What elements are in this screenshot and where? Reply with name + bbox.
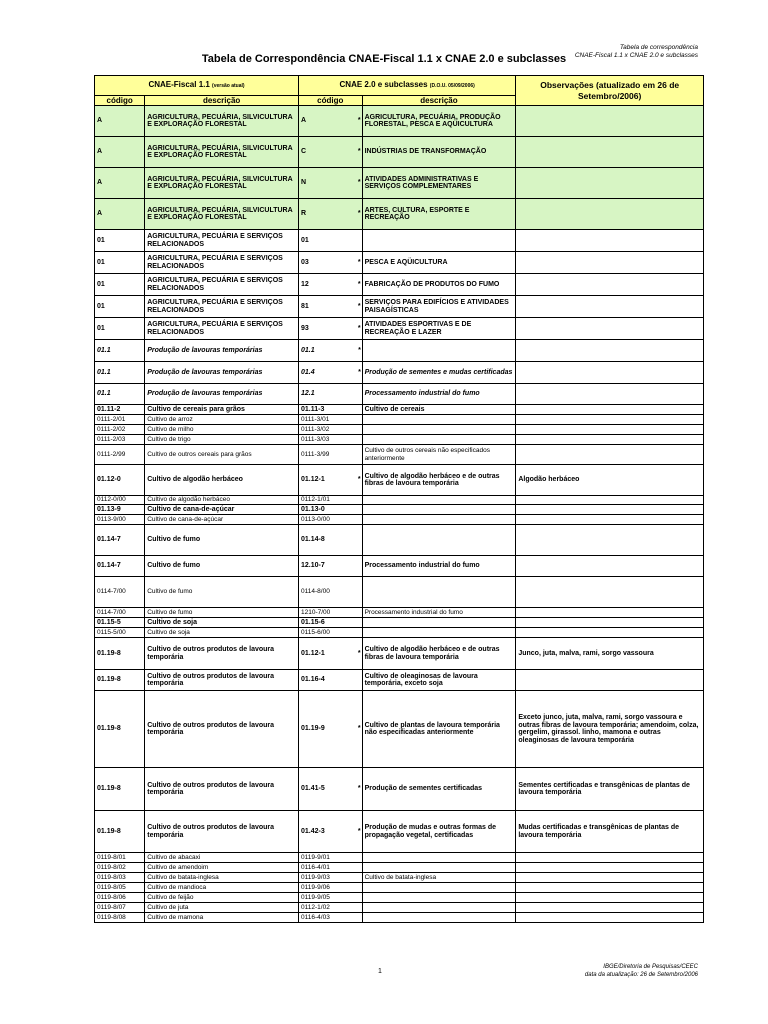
cnae-fiscal-description: Cultivo de fumo — [145, 577, 299, 608]
cnae20-description — [362, 853, 516, 863]
cnae-fiscal-description: Cultivo de trigo — [145, 435, 299, 445]
cnae-fiscal-description: Produção de lavouras temporárias — [145, 384, 299, 405]
cnae-fiscal-code: 01.19-8 — [95, 811, 145, 853]
observation — [516, 670, 704, 691]
cnae20-description — [362, 618, 516, 628]
table-row — [95, 670, 704, 691]
cnae20-code: 0114-8/00 — [299, 577, 356, 608]
table-row — [95, 505, 704, 515]
observation — [516, 168, 704, 199]
cnae-fiscal-description: Cultivo de outros produtos de lavoura temporária — [145, 670, 299, 691]
observation — [516, 384, 704, 405]
table-header-row — [95, 76, 704, 96]
cnae20-description — [362, 883, 516, 893]
asterisk-marker: * — [356, 168, 362, 199]
asterisk-marker: * — [356, 638, 362, 670]
cnae-fiscal-code: 0115-5/00 — [95, 628, 145, 638]
observation — [516, 863, 704, 873]
cnae20-description — [362, 415, 516, 425]
observation — [516, 230, 704, 252]
cnae-fiscal-description: Cultivo de mandioca — [145, 883, 299, 893]
cnae20-title: CNAE 2.0 e subclasses — [339, 79, 428, 89]
cnae20-description — [362, 525, 516, 556]
table-row — [95, 768, 704, 811]
cnae-fiscal-description: Cultivo de cana-de-açúcar — [145, 515, 299, 525]
cnae20-description — [362, 505, 516, 515]
observation — [516, 252, 704, 274]
cnae-fiscal-description: Cultivo de mamona — [145, 913, 299, 923]
cnae20-description: Processamento industrial do fumo — [362, 384, 516, 405]
table-row — [95, 137, 704, 168]
cnae20-code: 0111-3/03 — [299, 435, 356, 445]
cnae20-description: Processamento industrial do fumo — [362, 556, 516, 577]
cnae-fiscal-code: 0119-8/05 — [95, 883, 145, 893]
cnae-fiscal-description: Cultivo de arroz — [145, 415, 299, 425]
asterisk-marker: * — [356, 318, 362, 340]
cnae-fiscal-code: 01 — [95, 274, 145, 296]
col-codigo-header: código — [95, 96, 145, 106]
observation — [516, 137, 704, 168]
table-row — [95, 445, 704, 465]
cnae-fiscal-description: Cultivo de feijão — [145, 893, 299, 903]
cnae20-code: 01.1 — [299, 340, 356, 362]
cnae20-code: R — [299, 199, 356, 230]
cnae-fiscal-description: Cultivo de cereais para grãos — [145, 405, 299, 415]
cnae20-code: 01.15-6 — [299, 618, 356, 628]
cnae20-description: Cultivo de oleaginosas de lavoura temporária, exceto soja — [362, 670, 516, 691]
correspondence-table — [94, 75, 704, 923]
page-number: 1 — [378, 968, 382, 975]
cnae20-description: PESCA E AQÜICULTURA — [362, 252, 516, 274]
table-row — [95, 913, 704, 923]
table-row — [95, 883, 704, 893]
cnae20-code: 0113-0/00 — [299, 515, 356, 525]
cnae20-code: 01.19-9 — [299, 691, 356, 768]
table-row — [95, 525, 704, 556]
cnae-fiscal-description: AGRICULTURA, PECUÁRIA E SERVIÇOS RELACIONADOS — [145, 296, 299, 318]
cnae20-code: 0119-9/06 — [299, 883, 356, 893]
cnae20-description: INDÚSTRIAS DE TRANSFORMAÇÃO — [362, 137, 516, 168]
cnae20-code: 01.41-5 — [299, 768, 356, 811]
cnae-fiscal-description: Cultivo de juta — [145, 903, 299, 913]
table-row — [95, 496, 704, 505]
cnae-fiscal-code: 0111-2/03 — [95, 435, 145, 445]
observation: Algodão herbáceo — [516, 465, 704, 496]
cnae20-code: A — [299, 106, 356, 137]
cnae-fiscal-description: Cultivo de algodão herbáceo — [145, 465, 299, 496]
observation — [516, 199, 704, 230]
cnae-fiscal-code: 01.19-8 — [95, 768, 145, 811]
cnae20-code: 01.14-8 — [299, 525, 356, 556]
cnae20-description: Cultivo de algodão herbáceo e de outras fibras de lavoura temporária — [362, 638, 516, 670]
observation — [516, 318, 704, 340]
cnae-fiscal-description: Cultivo de fumo — [145, 556, 299, 577]
cnae20-code: 01 — [299, 230, 356, 252]
observation: Mudas certificadas e transgênicas de plantas de lavoura temporária — [516, 811, 704, 853]
observation — [516, 525, 704, 556]
cnae20-code: 12.1 — [299, 384, 356, 405]
document-footer — [585, 963, 698, 979]
table-row — [95, 873, 704, 883]
observation — [516, 106, 704, 137]
cnae-fiscal-code: 01 — [95, 318, 145, 340]
asterisk-marker: * — [356, 296, 362, 318]
cnae-fiscal-code: 01.13-9 — [95, 505, 145, 515]
observation — [516, 873, 704, 883]
cnae-fiscal-code: 0119-8/07 — [95, 903, 145, 913]
table-row — [95, 252, 704, 274]
cnae20-code: N — [299, 168, 356, 199]
cnae-fiscal-code: A — [95, 199, 145, 230]
cnae20-description: AGRICULTURA, PECUÁRIA, PRODUÇÃO FLORESTAL, PESCA E AQÜICULTURA — [362, 106, 516, 137]
cnae-fiscal-description: AGRICULTURA, PECUÁRIA E SERVIÇOS RELACIONADOS — [145, 230, 299, 252]
cnae20-description: Produção de sementes e mudas certificadas — [362, 362, 516, 384]
cnae20-code: 01.16-4 — [299, 670, 356, 691]
cnae20-code: 01.12-1 — [299, 638, 356, 670]
table-row — [95, 811, 704, 853]
table-row — [95, 638, 704, 670]
table-row — [95, 465, 704, 496]
cnae20-description — [362, 903, 516, 913]
cnae20-description — [362, 230, 516, 252]
asterisk-marker: * — [356, 199, 362, 230]
cnae-fiscal-code: 0114-7/00 — [95, 577, 145, 608]
cnae-fiscal-description: Cultivo de outros produtos de lavoura temporária — [145, 768, 299, 811]
cnae20-code: 0116-4/01 — [299, 863, 356, 873]
cnae20-code: 03 — [299, 252, 356, 274]
cnae20-code: 01.42-3 — [299, 811, 356, 853]
cnae20-description — [362, 340, 516, 362]
cnae20-code: 01.13-0 — [299, 505, 356, 515]
cnae20-code: 0115-6/00 — [299, 628, 356, 638]
cnae-fiscal-title: CNAE-Fiscal 1.1 — [148, 79, 210, 89]
table-row — [95, 274, 704, 296]
observation — [516, 608, 704, 618]
cnae20-description: ATIVIDADES ADMINISTRATIVAS E SERVIÇOS COMPLEMENTARES — [362, 168, 516, 199]
cnae20-description: SERVIÇOS PARA EDIFÍCIOS E ATIVIDADES PAISAGÍSTICAS — [362, 296, 516, 318]
col-descricao-header: descrição — [145, 96, 299, 106]
cnae-fiscal-code: 0114-7/00 — [95, 608, 145, 618]
cnae-fiscal-code: 01.1 — [95, 362, 145, 384]
cnae-fiscal-description: AGRICULTURA, PECUÁRIA E SERVIÇOS RELACIONADOS — [145, 318, 299, 340]
cnae-fiscal-code: A — [95, 106, 145, 137]
footer-org: IBGE/Diretoria de Pesquisas/CEEC — [603, 964, 698, 970]
cnae20-code: 0111-3/01 — [299, 415, 356, 425]
cnae-fiscal-code: 0119-8/03 — [95, 873, 145, 883]
observation — [516, 903, 704, 913]
cnae-fiscal-code: 01.19-8 — [95, 670, 145, 691]
cnae20-description — [362, 515, 516, 525]
cnae-fiscal-code: 01 — [95, 252, 145, 274]
table-row — [95, 106, 704, 137]
cnae-fiscal-description: Cultivo de outros produtos de lavoura temporária — [145, 691, 299, 768]
asterisk-marker: * — [356, 340, 362, 362]
observation — [516, 577, 704, 608]
cnae-fiscal-code: 0111-2/99 — [95, 445, 145, 465]
cnae20-code: 1210-7/00 — [299, 608, 356, 618]
observation — [516, 445, 704, 465]
cnae20-code: 0111-3/99 — [299, 445, 356, 465]
observation: Junco, juta, malva, rami, sorgo vassoura — [516, 638, 704, 670]
cnae-fiscal-description: Cultivo de outros cereais para grãos — [145, 445, 299, 465]
cnae20-description: Cultivo de cereais — [362, 405, 516, 415]
cnae20-description — [362, 863, 516, 873]
cnae20-code: 01.4 — [299, 362, 356, 384]
table-row — [95, 628, 704, 638]
cnae-fiscal-description: Cultivo de algodão herbáceo — [145, 496, 299, 505]
page-title: Tabela de Correspondência CNAE-Fiscal 1.1 x CNAE 2.0 e subclasses — [201, 53, 567, 65]
cnae20-code: 12.10-7 — [299, 556, 356, 577]
cnae-fiscal-description: Cultivo de outros produtos de lavoura temporária — [145, 638, 299, 670]
cnae-fiscal-code: 01.14-7 — [95, 525, 145, 556]
cnae-fiscal-description: Cultivo de amendoim — [145, 863, 299, 873]
cnae-fiscal-description: AGRICULTURA, PECUÁRIA E SERVIÇOS RELACIONADOS — [145, 274, 299, 296]
cnae20-description — [362, 496, 516, 505]
cnae-fiscal-description: AGRICULTURA, PECUÁRIA, SILVICULTURA E EXPLORAÇÃO FLORESTAL — [145, 199, 299, 230]
table-row — [95, 384, 704, 405]
table-row — [95, 691, 704, 768]
cnae20-code: 0116-4/03 — [299, 913, 356, 923]
cnae20-code: 01.12-1 — [299, 465, 356, 496]
cnae20-description: Processamento industrial do fumo — [362, 608, 516, 618]
cnae-fiscal-code: A — [95, 168, 145, 199]
asterisk-marker: * — [356, 811, 362, 853]
table-row — [95, 425, 704, 435]
table-row — [95, 515, 704, 525]
cnae-fiscal-description: Produção de lavouras temporárias — [145, 362, 299, 384]
cnae-fiscal-code: 01.1 — [95, 384, 145, 405]
observation: Sementes certificadas e transgênicas de plantas de lavoura temporária — [516, 768, 704, 811]
cnae-fiscal-code: 0112-0/00 — [95, 496, 145, 505]
cnae20-description — [362, 893, 516, 903]
table-row — [95, 318, 704, 340]
table-row — [95, 340, 704, 362]
table-row — [95, 618, 704, 628]
cnae20-description: Cultivo de outros cereais não especificados anteriormente — [362, 445, 516, 465]
asterisk-marker: * — [356, 106, 362, 137]
cnae-fiscal-header — [95, 76, 299, 96]
observation — [516, 515, 704, 525]
observation — [516, 496, 704, 505]
cnae20-code: 12 — [299, 274, 356, 296]
cnae20-description — [362, 577, 516, 608]
cnae-fiscal-code: 0119-8/01 — [95, 853, 145, 863]
cnae-fiscal-code: 0119-8/06 — [95, 893, 145, 903]
col-descricao2-header: descrição — [362, 96, 516, 106]
table-row — [95, 362, 704, 384]
observation — [516, 296, 704, 318]
asterisk-marker: * — [356, 252, 362, 274]
cnae-fiscal-description: Cultivo de fumo — [145, 608, 299, 618]
table-row — [95, 903, 704, 913]
cnae-fiscal-code: 0119-8/08 — [95, 913, 145, 923]
cnae-fiscal-description: AGRICULTURA, PECUÁRIA E SERVIÇOS RELACIONADOS — [145, 252, 299, 274]
cnae-fiscal-description: Cultivo de abacaxi — [145, 853, 299, 863]
cnae20-code: 01.11-3 — [299, 405, 356, 415]
cnae20-description: Produção de mudas e outras formas de propagação vegetal, certificadas — [362, 811, 516, 853]
cnae20-description: Cultivo de algodão herbáceo e de outras fibras de lavoura temporária — [362, 465, 516, 496]
cnae20-code: 93 — [299, 318, 356, 340]
header-note-line1: Tabela de correspondência — [619, 44, 698, 51]
cnae-fiscal-code: 0113-9/00 — [95, 515, 145, 525]
cnae20-description: ATIVIDADES ESPORTIVAS E DE RECREAÇÃO E LAZER — [362, 318, 516, 340]
table-row — [95, 405, 704, 415]
cnae-fiscal-description: AGRICULTURA, PECUÁRIA, SILVICULTURA E EXPLORAÇÃO FLORESTAL — [145, 168, 299, 199]
asterisk-marker: * — [356, 691, 362, 768]
cnae20-description — [362, 628, 516, 638]
cnae-fiscal-description: Cultivo de outros produtos de lavoura temporária — [145, 811, 299, 853]
cnae20-note: (D.O.U. 05/09/2006) — [429, 82, 475, 89]
cnae-fiscal-description: Produção de lavouras temporárias — [145, 340, 299, 362]
table-row — [95, 230, 704, 252]
cnae20-description — [362, 913, 516, 923]
cnae-fiscal-description: Cultivo de batata-inglesa — [145, 873, 299, 883]
observation — [516, 274, 704, 296]
observacoes-header: Observações (atualizado em 26 de Setembro/2006) — [516, 76, 704, 106]
cnae20-code: 0119-9/01 — [299, 853, 356, 863]
observation — [516, 628, 704, 638]
cnae-fiscal-description: Cultivo de milho — [145, 425, 299, 435]
cnae-fiscal-description: AGRICULTURA, PECUÁRIA, SILVICULTURA E EXPLORAÇÃO FLORESTAL — [145, 106, 299, 137]
cnae20-description: Cultivo de batata-inglesa — [362, 873, 516, 883]
cnae20-code: 0119-9/05 — [299, 893, 356, 903]
cnae-fiscal-code: 0119-8/02 — [95, 863, 145, 873]
table-row — [95, 415, 704, 425]
cnae20-description: Produção de sementes certificadas — [362, 768, 516, 811]
observation — [516, 556, 704, 577]
cnae-fiscal-code: 01.1 — [95, 340, 145, 362]
observation — [516, 435, 704, 445]
table-row — [95, 608, 704, 618]
cnae20-code: 81 — [299, 296, 356, 318]
cnae-fiscal-note: (versão atual) — [212, 82, 245, 89]
observation — [516, 362, 704, 384]
cnae-fiscal-code: 0111-2/01 — [95, 415, 145, 425]
cnae20-description — [362, 435, 516, 445]
cnae-fiscal-code: 01.19-8 — [95, 691, 145, 768]
cnae-fiscal-code: 01.19-8 — [95, 638, 145, 670]
cnae-fiscal-code: 01.14-7 — [95, 556, 145, 577]
table-row — [95, 435, 704, 445]
observation — [516, 505, 704, 515]
table-row — [95, 556, 704, 577]
asterisk-marker: * — [356, 768, 362, 811]
observation — [516, 853, 704, 863]
asterisk-marker: * — [356, 362, 362, 384]
cnae20-description: FABRICAÇÃO DE PRODUTOS DO FUMO — [362, 274, 516, 296]
cnae-fiscal-description: AGRICULTURA, PECUÁRIA, SILVICULTURA E EXPLORAÇÃO FLORESTAL — [145, 137, 299, 168]
observation — [516, 405, 704, 415]
observation — [516, 883, 704, 893]
cnae-fiscal-description: Cultivo de cana-de-açúcar — [145, 505, 299, 515]
table-row — [95, 893, 704, 903]
observation — [516, 913, 704, 923]
cnae20-code: 0111-3/02 — [299, 425, 356, 435]
cnae-fiscal-description: Cultivo de fumo — [145, 525, 299, 556]
asterisk-marker: * — [356, 465, 362, 496]
table-row — [95, 853, 704, 863]
table-row — [95, 863, 704, 873]
table-row — [95, 199, 704, 230]
asterisk-marker: * — [356, 137, 362, 168]
cnae20-code: 0112-1/02 — [299, 903, 356, 913]
table-row — [95, 296, 704, 318]
cnae20-code: C — [299, 137, 356, 168]
col-codigo2-header: código — [299, 96, 363, 106]
header-note-line2: CNAE-Fiscal 1.1 x CNAE 2.0 e subclasses — [574, 52, 698, 59]
cnae20-header — [299, 76, 516, 96]
cnae-fiscal-code: 0111-2/02 — [95, 425, 145, 435]
observation — [516, 415, 704, 425]
observation — [516, 425, 704, 435]
asterisk-marker: * — [356, 274, 362, 296]
cnae-fiscal-code: 01 — [95, 296, 145, 318]
cnae-fiscal-code: 01.15-5 — [95, 618, 145, 628]
observation — [516, 893, 704, 903]
cnae20-description — [362, 425, 516, 435]
cnae-fiscal-code: 01 — [95, 230, 145, 252]
cnae20-code: 0119-9/03 — [299, 873, 356, 883]
observation — [516, 340, 704, 362]
footer-date: data da atualização: 26 de Setembro/2006 — [584, 972, 698, 978]
cnae20-description: ARTES, CULTURA, ESPORTE E RECREAÇÃO — [362, 199, 516, 230]
observation — [516, 618, 704, 628]
observation: Exceto junco, juta, malva, rami, sorgo vassoura e outras fibras de lavoura temporária; amendoim, colza, gergelim, girassol. linho, mamona e outras oleaginosas de lavoura temporária — [516, 691, 704, 768]
cnae-fiscal-code: 01.12-0 — [95, 465, 145, 496]
cnae20-code: 0112-1/01 — [299, 496, 356, 505]
cnae20-description: Cultivo de plantas de lavoura temporária não especificadas anteriormente — [362, 691, 516, 768]
cnae-fiscal-description: Cultivo de soja — [145, 628, 299, 638]
cnae-fiscal-code: 01.11-2 — [95, 405, 145, 415]
cnae-fiscal-code: A — [95, 137, 145, 168]
table-row — [95, 168, 704, 199]
table-row — [95, 577, 704, 608]
cnae-fiscal-description: Cultivo de soja — [145, 618, 299, 628]
